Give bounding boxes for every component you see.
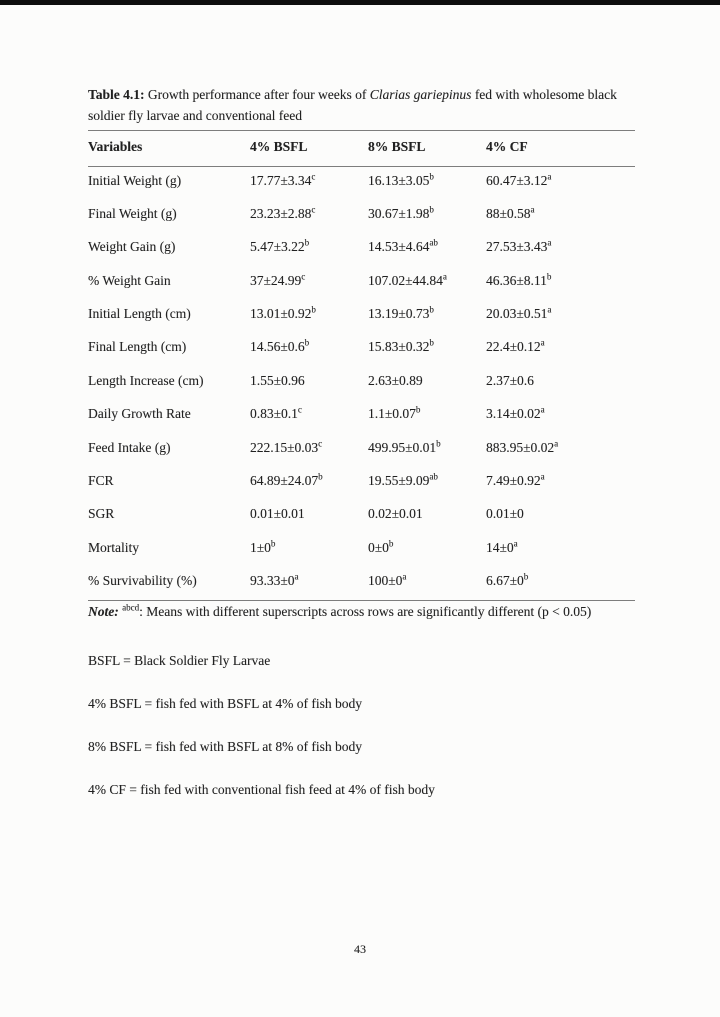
table-row: [88, 500, 635, 533]
significance-superscript: a: [554, 438, 559, 449]
significance-superscript: b: [388, 538, 394, 549]
significance-superscript: c: [311, 171, 316, 182]
abbreviation-definitions: [88, 651, 640, 823]
value-cell: 20.03±0.51$^a$: [486, 304, 552, 322]
significance-superscript: a: [442, 271, 447, 282]
variable-cell: Mortality: [88, 539, 139, 555]
variable-cell: Final Length (cm): [88, 339, 187, 355]
column-header-variables: Variables: [88, 131, 250, 167]
significance-superscript: b: [270, 538, 276, 549]
table-row: [88, 300, 635, 333]
table-row: [88, 333, 635, 366]
variable-cell: Feed Intake (g): [88, 439, 171, 455]
value-cell: 5.47±3.22$^b$: [250, 237, 310, 255]
value-cell: 27.53±3.43$^a$: [486, 237, 552, 255]
significance-superscript: a: [540, 471, 545, 482]
significance-superscript: b: [523, 571, 529, 582]
table-row: [88, 434, 635, 467]
significance-superscript: b: [311, 304, 316, 315]
definition-line: 8% BSFL = fish fed with BSFL at 8% of fish body: [88, 739, 362, 754]
significance-superscript: a: [540, 337, 545, 348]
value-cell: 16.13±3.05$^b$: [368, 171, 434, 188]
value-cell: 19.55±9.09$^{ab}$: [368, 471, 438, 489]
value-cell: 13.19±0.73$^b$: [368, 304, 434, 322]
value-cell: 46.36±8.11$^b$: [486, 271, 552, 288]
table-row: [88, 367, 635, 400]
table-row: [88, 167, 635, 200]
variable-cell: Weight Gain (g): [88, 239, 176, 255]
significance-superscript: c: [318, 438, 323, 449]
significance-superscript: a: [547, 171, 552, 182]
header-row: [88, 131, 635, 167]
value-cell: 2.37±0.6: [486, 372, 534, 388]
table-note: [88, 602, 648, 622]
variable-cell: Daily Growth Rate: [88, 406, 191, 422]
significance-superscript: a: [530, 204, 535, 215]
value-cell: 0.83±0.1$^c$: [250, 404, 302, 422]
significance-superscript: b: [429, 171, 434, 182]
significance-superscript: b: [429, 337, 434, 348]
significance-superscript: b: [415, 404, 421, 415]
variable-cell: Final Weight (g): [88, 205, 177, 221]
value-cell: 64.89±24.07$^b$: [250, 471, 323, 489]
significance-superscript: a: [294, 571, 299, 582]
significance-superscript: b: [546, 271, 552, 282]
value-cell: 23.23±2.88$^c$: [250, 204, 316, 221]
table-caption: [88, 84, 640, 126]
table-body: [88, 167, 635, 601]
significance-superscript: b: [304, 337, 310, 348]
value-cell: 222.15±0.03$^c$: [250, 438, 323, 455]
significance-superscript: b: [429, 204, 434, 215]
variable-cell: Length Increase (cm): [88, 372, 204, 388]
value-cell: 0.02±0.01: [368, 506, 423, 522]
variable-cell: Initial Length (cm): [88, 306, 191, 322]
value-cell: $6.67\pm 0^b$: [486, 567, 635, 600]
value-cell: 22.4±0.12$^a$: [486, 337, 545, 355]
page-number: 43: [354, 942, 366, 956]
column-header-4-bsfl: 4% BSFL: [250, 131, 368, 167]
significance-superscript: c: [297, 404, 302, 415]
value-cell: 2.63±0.89: [368, 372, 423, 388]
value-cell: 883.95±0.02$^a$: [486, 438, 559, 455]
table-row: [88, 267, 635, 300]
value-cell: 7.49±0.92$^a$: [486, 471, 545, 489]
table-row: [88, 200, 635, 233]
value-cell: 13.01±0.92$^b$: [250, 304, 316, 322]
table-row: [88, 567, 635, 600]
value-cell: 0.01±0.01: [250, 506, 305, 522]
value-cell: 30.67±1.98$^b$: [368, 204, 434, 221]
value-cell: 17.77±3.34$^c$: [250, 171, 316, 188]
significance-superscript: b: [429, 304, 434, 315]
table-row: [88, 534, 635, 567]
significance-superscript: b: [436, 438, 441, 449]
significance-superscript: c: [301, 271, 306, 282]
value-cell: $100\pm 0^a$: [368, 567, 486, 600]
definition-line: 4% BSFL = fish fed with BSFL at 4% of fish body: [88, 696, 362, 711]
value-cell: 14.56±0.6$^b$: [250, 337, 310, 355]
significance-superscript: a: [402, 571, 407, 582]
significance-superscript: ab: [429, 471, 438, 482]
species-name: Clarias gariepinus: [369, 87, 472, 102]
value-cell: 88±0.58$^a$: [486, 204, 535, 221]
growth-performance-table: [88, 130, 635, 601]
value-cell: $0\pm 0^b$: [368, 538, 394, 555]
note-superscript: abcd: [122, 602, 140, 613]
definition-line: 4% CF = fish fed with conventional fish feed at 4% of fish body: [88, 782, 435, 797]
table-header: [88, 131, 635, 167]
value-cell: 60.47±3.12$^a$: [486, 171, 552, 188]
value-cell: 1.1±0.07$^b$: [368, 404, 421, 422]
table-row: [88, 400, 635, 433]
variable-cell: % Weight Gain: [88, 272, 171, 288]
significance-superscript: a: [547, 237, 552, 248]
value-cell: $1\pm 0^b$: [250, 538, 276, 555]
significance-superscript: a: [547, 304, 552, 315]
value-cell: 499.95±0.01$^b$: [368, 438, 441, 455]
significance-superscript: c: [311, 204, 316, 215]
value-cell: 1.55±0.96: [250, 372, 305, 388]
significance-superscript: a: [513, 538, 518, 549]
variable-cell: FCR: [88, 473, 114, 489]
table-row: [88, 233, 635, 266]
column-header-4-cf: 4% CF: [486, 131, 635, 167]
value-cell: 37±24.99$^c$: [250, 271, 306, 288]
scan-top-border: [0, 0, 720, 5]
value-cell: 15.83±0.32$^b$: [368, 337, 434, 355]
note-text: : Means with different superscripts across rows are significantly different (p < 0.05): [139, 604, 592, 619]
significance-superscript: a: [540, 404, 545, 415]
variable-cell: % Survivability (%): [88, 567, 250, 600]
value-cell: 0.01±0: [486, 506, 524, 522]
value-cell: $14\pm 0^a$: [486, 538, 518, 555]
table-row: [88, 467, 635, 500]
variable-cell: Initial Weight (g): [88, 173, 182, 188]
value-cell: 107.02±44.84$^a$: [368, 271, 447, 288]
caption-text-2: fed with wholesome black soldier fly larvae and conventional feed: [88, 87, 617, 123]
note-label: Note:: [88, 604, 119, 619]
variable-cell: SGR: [88, 506, 115, 522]
value-cell: 3.14±0.02$^a$: [486, 404, 545, 422]
significance-superscript: b: [318, 471, 323, 482]
caption-label: Table 4.1:: [88, 87, 145, 102]
definition-line: BSFL = Black Soldier Fly Larvae: [88, 653, 271, 668]
significance-superscript: b: [304, 237, 310, 248]
caption-text-1: Growth performance after four weeks of: [144, 87, 370, 102]
significance-superscript: ab: [429, 237, 438, 248]
value-cell: 14.53±4.64$^{ab}$: [368, 237, 438, 255]
value-cell: $93.33\pm 0^a$: [250, 567, 368, 600]
column-header-8-bsfl: 8% BSFL: [368, 131, 486, 167]
